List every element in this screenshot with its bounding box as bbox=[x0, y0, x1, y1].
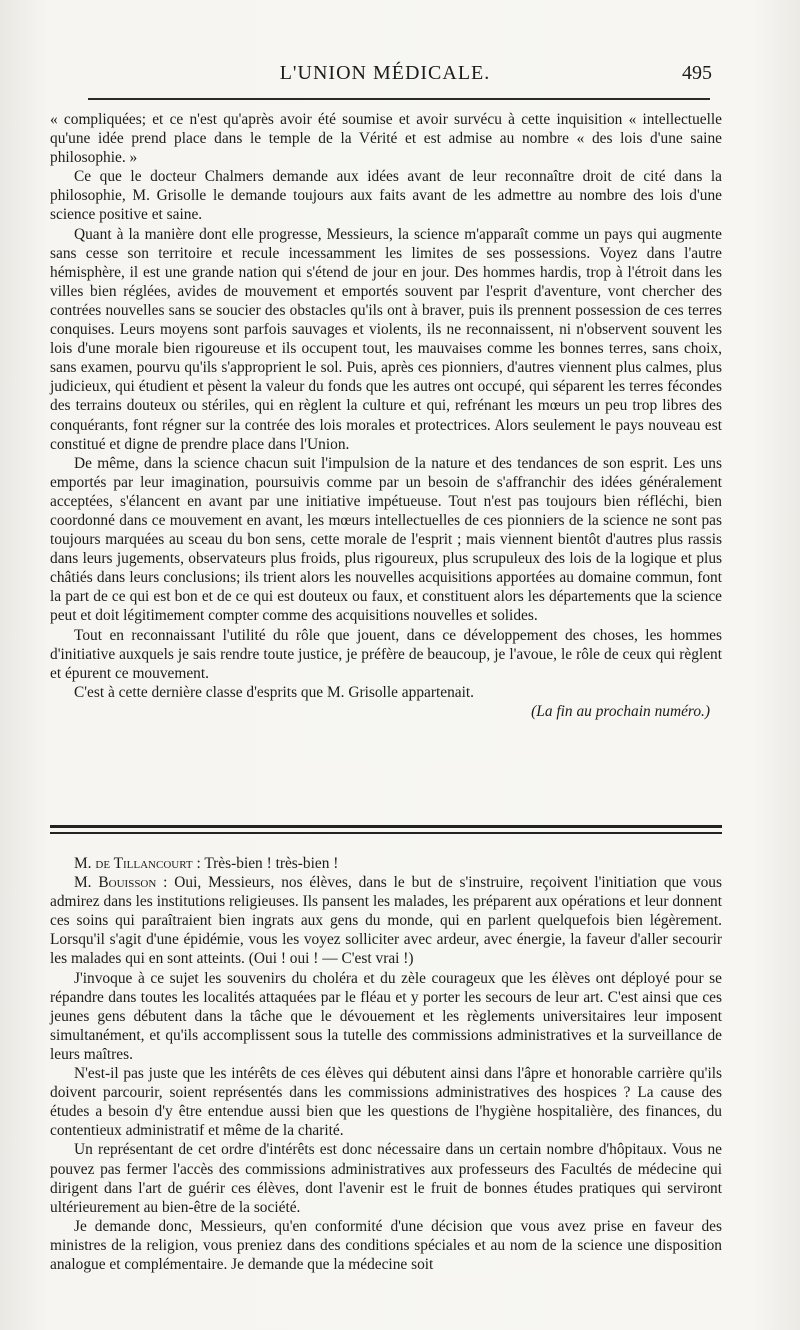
paragraph: Ce que le docteur Chalmers demande aux idées avant de leur reconnaître droit de cité dans la philosophie, M. Grisolle le demande toujours aux faits avant de les admettre au nombre des lois d'une science positive et saine. bbox=[50, 168, 722, 224]
speaker-name: M. Bouisson bbox=[74, 874, 157, 892]
paragraph: Un représentant de cet ordre d'intérêts est donc nécessaire dans un certain nombre d'hôpitaux. Vous ne pouvez pas fermer l'accès des commissions administratives aux professeurs des Facultés de médecine qui dirigent dans l'art de guérir ces élèves, dont l'avenir est le fruit de bonnes études pratiques qui serviront ultérieurement au bien-être de la société. bbox=[50, 1141, 722, 1216]
speaker-paragraph bbox=[50, 854, 722, 873]
paragraph: C'est à cette dernière classe d'esprits que M. Grisolle appartenait. bbox=[74, 683, 474, 701]
running-title: L'UNION MÉDICALE. bbox=[279, 62, 491, 84]
speaker-name: M. de Tillancourt bbox=[74, 855, 193, 872]
debate-transcript bbox=[50, 854, 722, 1274]
speaker-speech: : Très-bien ! très-bien ! bbox=[192, 855, 339, 872]
quote-paragraph: « compliquées; et ce n'est qu'après avoir été soumise et avoir survécu à cette inquisition « intellectuelle qu'une idée prend place dans le temple de la Vérité et est admise au nombre « des lois d'une saine philosophie. » bbox=[50, 111, 722, 167]
article-continuation bbox=[50, 110, 722, 721]
section-divider bbox=[50, 825, 722, 834]
paragraph: N'est-il pas juste que les intérêts de ces élèves qui débutent ainsi dans l'âpre et honorable carrière qu'ils doivent parcourir, soient représentés dans les commissions administratives des hospices ? La cause des études a besoin d'y être entendue aussi bien que les questions de l'hygiène hospitalière, des finances, du contentieux administratif et même de la charité. bbox=[50, 1065, 722, 1140]
paragraph: De même, dans la science chacun suit l'impulsion de la nature et des tendances de son esprit. Les uns emportés par leur imagination, poursuivis comme par un besoin de s'affranchir des idées généralement acceptées, s'élancent en avant par une initiative impétueuse. Tout n'est pas toujours bien réfléchi, bien coordonné dans ce mouvement en avant, les mœurs intellectuelles de ces pionniers de la science ne sont pas toujours marquées au sceau du bon sens, cette morale de l'esprit ; mais viennent bientôt d'autres plus rassis dans leurs jugements, observateurs plus froids, plus rigoureux, plus scrupuleux des lois de la logique et plus châtiés dans leurs conclusions; ils trient alors les nouvelles acquisitions apportées au domaine commun, font la part de ce qui est bon et de ce qui est douteux ou faux, et constituent alors les départements que la science peut et doit légitimement compter comme des acquisitions nouvelles et solides. bbox=[50, 454, 722, 625]
page-header bbox=[50, 62, 720, 92]
paragraph: Je demande donc, Messieurs, qu'en conformité d'une décision que vous avez prise en faveur des ministres de la religion, vous preniez dans des conditions spéciales et au nom de la science une disposition analogue et complémentaire. Je demande que la médecine soit bbox=[50, 1217, 722, 1273]
continued-note: (La fin au prochain numéro.) bbox=[531, 702, 710, 720]
paragraph: J'invoque à ce sujet les souvenirs du choléra et du zèle courageux que les élèves ont déployé pour se répandre dans toutes les localités attaquées par le fléau et y porter les secours de leur art. C'est ainsi que ces jeunes gens débutent dans la tâche que le dévouement et les règlements universitaires leur imposent simultanément, et qu'ils accomplissent sous la tutelle des commissions administratives et la surveillance de leurs maîtres. bbox=[50, 969, 722, 1063]
speaker-paragraph bbox=[50, 873, 722, 968]
paragraph: Quant à la manière dont elle progresse, Messieurs, la science m'apparaît comme un pays qui augmente sans cesse son territoire et recule incessamment les limites de ses possessions. Voyez dans l'autre hémisphère, il est une grande nation qui s'étend de jour en jour. Des hommes hardis, trop à l'étroit dans les villes bien réglées, avides de mouvement et emportés souvent par l'esprit d'aventure, vont chercher des contrées nouvelles sans se soucier des obstacles qu'ils ont à braver, puis ils prennent possession de ces terres conquises. Leurs moyens sont parfois sauvages et violents, ils ne reconnaissent, ni n'observent souvent les lois d'une morale bien rigoureuse et ils occupent tout, les mauvaises comme les bonnes terres, sans choix, sans examen, pourvu qu'ils s'approprient le sol. Puis, après ces pionniers, d'autres viennent plus calmes, plus judicieux, qui étudient et pèsent la valeur du fonds que les autres ont occupé, qui séparent les terres fécondes des terrains douteux ou stériles, qui en règlent la culture et qui, refrénant les mœurs un peu trop libres des conquérants, font régner sur la contrée des lois morales et protectrices. Alors seulement le pays nouveau est constitué et digne de prendre place dans l'Union. bbox=[50, 225, 722, 453]
speaker-speech: : Oui, Messieurs, nos élèves, dans le but de s'instruire, reçoivent l'initiation que vous admirez dans les institutions religieuses. Ils pansent les malades, les préparent aux opérations et leur donnent ces soins qui paraîtraient bien ingrats aux gens du monde, qui en parlent quelquefois bien légèrement. Lorsqu'il s'agit d'une épidémie, vous les voyez solliciter avec ardeur, avec énergie, la faveur d'aller secourir les malades qui en sont atteints. (Oui ! oui ! — C'est vrai !) bbox=[50, 874, 722, 968]
header-rule bbox=[88, 98, 710, 100]
page-number: 495 bbox=[682, 62, 712, 84]
paragraph: Tout en reconnaissant l'utilité du rôle que jouent, dans ce développement des choses, les hommes d'initiative auxquels je sais rendre toute justice, je préfère de beaucoup, je l'avoue, le rôle de ceux qui règlent et épurent ce mouvement. bbox=[50, 626, 722, 682]
